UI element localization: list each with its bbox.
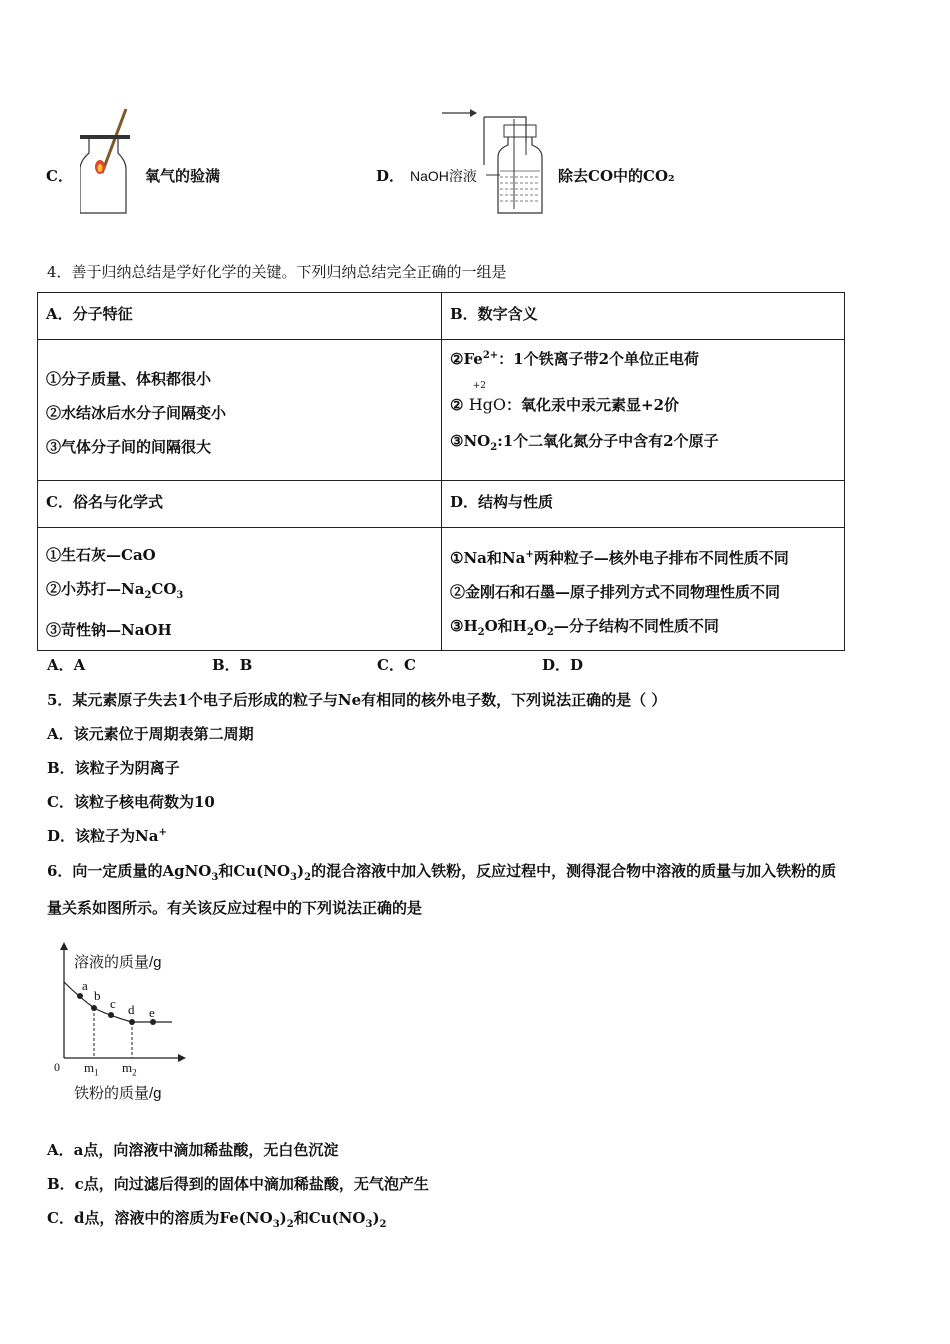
figure-c-caption: 氧气的验满 — [145, 167, 221, 185]
q4-option-d[interactable]: D．D — [542, 656, 584, 674]
graph-label-e: e — [149, 1005, 155, 1020]
q4-c-line3: ③苛性钠—NaOH — [46, 621, 172, 639]
q4-d-line3: $③H_2O$和$H_2O_2—$分子结构不同性质不同 — [450, 617, 719, 638]
q4-a-line1: ①分子质量、体积都很小 — [46, 370, 212, 388]
q4-d-line1: ①Na和Na+两种粒子—核外电子排布不同性质不同 — [450, 549, 789, 567]
q4-b-line3: $③NO_2:1$个二氧化氮分子中含有2个原子 — [450, 432, 719, 453]
graph-point-b — [91, 1005, 97, 1011]
q4-d-head: D．结构与性质 — [442, 481, 845, 528]
hgo-formula: +2 HgO — [468, 381, 506, 414]
q5-stem: 5．某元素原子失去1个电子后形成的粒子与Ne有相同的核外电子数，下列说法正确的是（ ） — [47, 691, 667, 709]
q5-option-d[interactable]: D．该粒子为Na+ — [47, 827, 167, 845]
q6-option-c[interactable]: C．d点，溶液中的溶质为$Fe(NO_3)_2$和$Cu(NO_3)_2$ — [47, 1209, 387, 1230]
graph-label-b: b — [94, 988, 101, 1003]
q4-b-head: B．数字含义 — [442, 293, 845, 340]
gas-bottle-with-splint-icon — [80, 105, 140, 217]
q5-option-c[interactable]: C．该粒子核电荷数为10 — [47, 793, 215, 811]
q4-b-body — [442, 340, 845, 481]
q4-c-line2: ②小苏打$—Na_2CO_3$ — [46, 580, 184, 601]
graph-xlabel: 铁粉的质量/g — [74, 1085, 162, 1102]
q4-a-head: A．分子特征 — [38, 293, 442, 340]
q4-a-line2: ②水结冰后水分子间隔变小 — [46, 404, 227, 422]
graph-point-d — [129, 1019, 135, 1025]
graph-origin: 0 — [54, 1060, 60, 1074]
graph-point-c — [108, 1012, 114, 1018]
q4-option-c[interactable]: C．C — [377, 656, 416, 674]
q4-d-line2: ②金刚石和石墨—原子排列方式不同物理性质不同 — [450, 583, 781, 601]
q4-b-line1: $②Fe^{2+}$：1个铁离子带2个单位正电荷 — [450, 350, 700, 368]
graph-ylabel: 溶液的质量/g — [74, 954, 162, 971]
figure-d-reagent: NaOH溶液 — [410, 168, 477, 184]
q4-c-line1: ①生石灰—CaO — [46, 546, 156, 564]
q4-b-line2: ② +2 HgO：氧化汞中汞元素显+2价 — [450, 381, 680, 414]
q4-d-body — [442, 528, 845, 651]
q6-option-a[interactable]: A．a点，向溶液中滴加稀盐酸，无白色沉淀 — [47, 1141, 339, 1159]
graph-m1: $m_1$ — [84, 1060, 99, 1078]
graph-m2: $m_2$ — [122, 1060, 137, 1078]
q4-option-a[interactable]: A．A — [47, 656, 86, 674]
q4-stem: 4．善于归纳总结是学好化学的关键。下列归纳总结完全正确的一组是 — [47, 263, 507, 281]
figure-d-caption: 除去CO中的CO₂ — [558, 167, 675, 185]
q6-stem-line1: 6．向一定质量的AgNO$_3$和$Cu(NO_3)_2$的混合溶液中加入铁粉，反应过程中，测得混合物中溶液的质量与加入铁粉的质 — [47, 862, 837, 883]
q4-table — [37, 292, 845, 651]
gas-washing-bottle-icon — [440, 105, 550, 217]
q4-a-body — [38, 340, 442, 481]
graph-label-c: c — [110, 996, 116, 1011]
q4-option-b[interactable]: B．B — [212, 656, 253, 674]
q5-option-a[interactable]: A．该元素位于周期表第二周期 — [47, 725, 254, 743]
q6-stem-line2: 量关系如图所示。有关该反应过程中的下列说法正确的是 — [47, 899, 423, 917]
q6-option-b[interactable]: B．c点，向过滤后得到的固体中滴加稀盐酸，无气泡产生 — [47, 1175, 429, 1193]
graph-label-a: a — [82, 978, 88, 993]
q4-c-head: C．俗名与化学式 — [38, 481, 442, 528]
q4-c-body — [38, 528, 442, 651]
figure-d — [370, 105, 710, 220]
figure-d-label: D． — [376, 167, 405, 185]
q4-a-line3: ③气体分子间的间隔很大 — [46, 438, 212, 456]
figure-c-label: C． — [46, 167, 73, 185]
graph-label-d: d — [128, 1002, 135, 1017]
q5-option-b[interactable]: B．该粒子为阴离子 — [47, 759, 180, 777]
figure-c — [40, 105, 300, 220]
q6-graph — [48, 940, 198, 1105]
